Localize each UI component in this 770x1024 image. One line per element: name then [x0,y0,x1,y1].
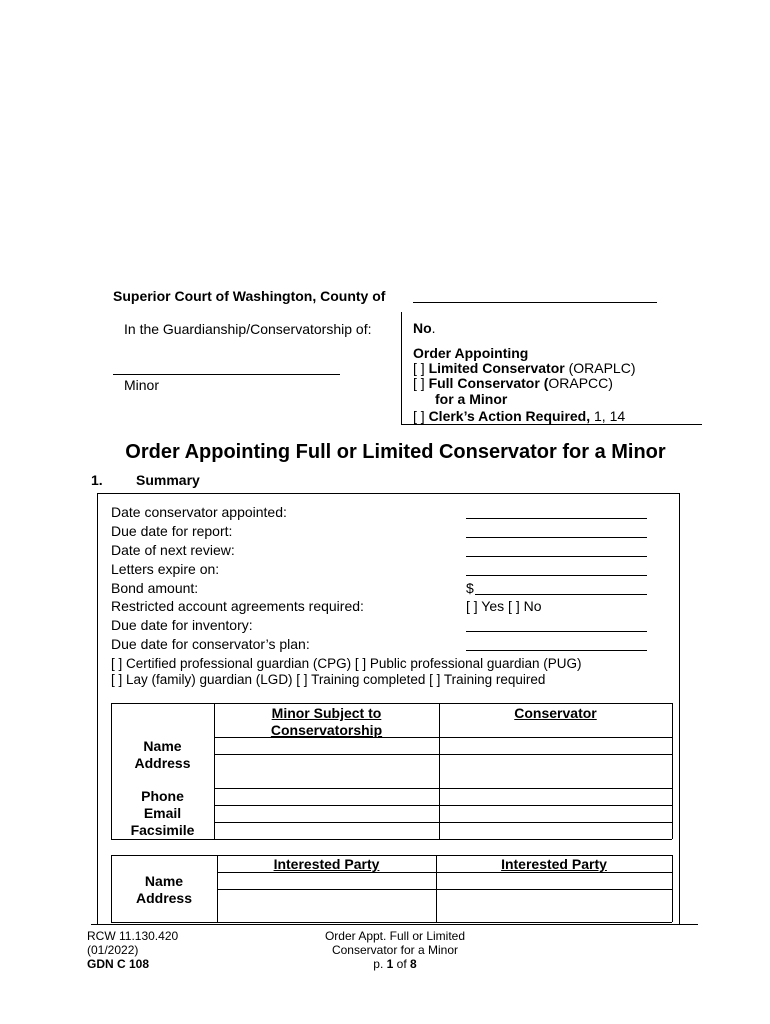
case-number: No. [413,320,436,336]
footer-center [295,929,495,971]
footer-left [87,929,178,971]
summary-row-report-due: Due date for report: [111,523,233,539]
footer-statute: RCW 11.130.420 [87,929,179,943]
county-blank [413,302,657,303]
footer-page-number: p. 1 of 8 [373,957,417,971]
row-label-email: Email [143,805,182,821]
row-label-address: Address [134,755,191,771]
conservator-column-header: Conservator [514,705,597,721]
row-label-facsimile: Facsimile [130,822,195,838]
summary-box-left [97,493,98,924]
interested-row-label-name: Name [144,873,184,889]
minor-label: Minor [124,377,160,393]
summary-row-bond: Bond amount: [111,580,199,596]
restricted-yes-no[interactable]: [ ] Yes [ ] No [466,598,542,614]
page-bottom-rule [91,924,698,925]
footer-revision-date: (01/2022) [87,943,139,957]
option-limited-conservator: [ ] Limited Conservator (ORAPLC) [413,360,636,376]
interested-row-label-address: Address [135,890,193,906]
summary-row-inventory-due: Due date for inventory: [111,617,253,633]
summary-box-right [679,493,680,924]
footer-form-number: GDN C 108 [87,957,150,971]
bond-dollar-sign: $ [466,580,474,596]
next-review-blank[interactable] [466,556,647,557]
guardian-type-line-1[interactable]: [ ] Certified professional guardian (CPG) [ ] Public professional guardian (PUG) [111,656,582,671]
report-due-blank[interactable] [466,537,647,538]
option-clerks-action: [ ] Clerk’s Action Required, 1, 14 [413,408,626,424]
summary-row-next-review: Date of next review: [111,542,235,558]
clerk-checkbox[interactable]: [ ] [413,408,425,424]
full-checkbox[interactable]: [ ] [413,375,425,391]
summary-row-date-appointed: Date conservator appointed: [111,504,287,520]
for-a-minor-label: for a Minor [435,391,508,407]
option-full-conservator: [ ] Full Conservator (ORAPCC) [413,375,613,391]
page-title: Order Appointing Full or Limited Conservator for a Minor [125,441,666,463]
summary-row-plan-due: Due date for conservator’s plan: [111,636,310,652]
interested-party-header-2: Interested Party [501,856,607,872]
caption-divider [401,312,402,424]
section-number: 1. [91,472,103,488]
section-heading: Summary [136,472,200,488]
row-label-phone: Phone [141,788,184,804]
footer-form-title-2: Conservator for a Minor [331,943,459,957]
inventory-due-blank[interactable] [466,631,647,632]
interested-party-header-1: Interested Party [273,856,380,872]
order-appointing-label: Order Appointing [413,345,529,361]
footer-form-title-1: Order Appt. Full or Limited [324,929,466,943]
guardian-type-line-2[interactable]: [ ] Lay (family) guardian (LGD) [ ] Training completed [ ] Training required [111,672,546,687]
summary-row-restricted-accounts: Restricted account agreements required: [111,598,364,614]
summary-box-top [97,493,679,494]
row-label-name: Name [143,738,182,754]
bond-amount-blank[interactable] [475,594,647,595]
case-caption-label: In the Guardianship/Conservatorship of: [124,321,372,337]
date-appointed-blank[interactable] [466,518,647,519]
limited-checkbox[interactable]: [ ] [413,360,425,376]
court-heading: Superior Court of Washington, County of [113,288,386,304]
summary-row-letters-expire: Letters expire on: [111,561,220,577]
letters-expire-blank[interactable] [466,575,647,576]
minor-column-header: Minor Subject to Conservatorship [270,705,383,738]
plan-due-blank[interactable] [466,650,647,651]
minor-name-blank [113,374,340,375]
